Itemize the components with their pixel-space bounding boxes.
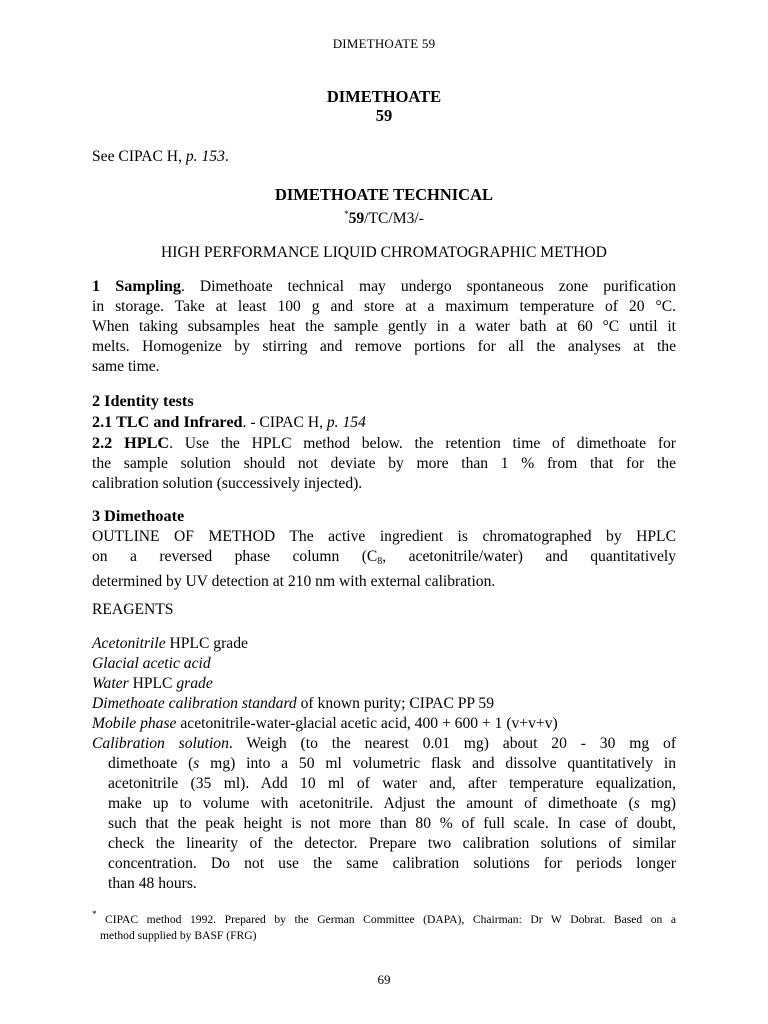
- dimethoate-section: 3 Dimethoate OUTLINE OF METHOD The active ingredient is chromatographed by HPLC on a reversed phase column ($C_8$, acetonitrile/water) and quantitatively determined by UV detection at 210 nm with external calibration.: [92, 507, 676, 590]
- outline-of-method: OUTLINE OF METHOD The active ingredient is chromatographed by HPLC: [92, 528, 676, 545]
- see-reference: See CIPAC H, p. 153.: [92, 148, 229, 165]
- document-title: [0, 87, 768, 125]
- document-title-name: DIMETHOATE: [326, 87, 442, 106]
- sampling-heading: 1 Sampling: [92, 277, 181, 295]
- reagent-water: Water HPLC grade: [92, 675, 213, 692]
- reagent-calibration-solution: Calibration solution. Weigh (to the nearest 0.01 mg) about 20 - 30 mg of dimethoate (s mg) into a 50 ml volumetric flask and dissolve quantitatively in acetonitrile (35 ml). Add 10 ml of water and, after temperature equalization, make up to volume with acetonitrile. Adjust the amount of dimethoate (s mg) such that the peak height is not more than 80 % of full scale. In case of doubt, check the linearity of the detector. Prepare two calibration solutions of similar concentration. Do not use the same calibration solutions for periods longer than 48 hours.: [92, 735, 677, 892]
- see-reference-page: p. 153: [185, 148, 225, 165]
- page-number: 69: [377, 972, 391, 987]
- footnote-marker: *: [92, 909, 97, 919]
- reagent-mobile-phase: Mobile phase acetonitrile-water-glacial acetic acid, 400 + 600 + 1 (v+v+v): [92, 715, 558, 732]
- hplc-heading: 2.2 HPLC: [92, 434, 170, 452]
- technical-title: DIMETHOATE TECHNICAL: [274, 185, 494, 204]
- footnote: * CIPAC method 1992. Prepared by the German Committee (DAPA), Chairman: Dr W Dobrat. Based on a method supplied by BASF (FRG): [92, 909, 676, 942]
- reagents-list: [92, 634, 676, 894]
- running-header: DIMETHOATE 59: [332, 36, 436, 51]
- technical-code-suffix: /TC/M3/-: [364, 210, 424, 227]
- reagent-acetic-acid: Glacial acetic acid: [92, 655, 211, 672]
- sampling-section: 1 Sampling. Dimethoate technical may undergo spontaneous zone purification in storage. Take at least 100 g and store at a maximum temperature of 20 °C. When taking subsamples heat the sample gently in a water bath at 60 °C until it melts. Homogenize by stirring and remove portions for all the analyses at the same time.: [92, 277, 676, 375]
- reagent-standard: Dimethoate calibration standard of known purity; CIPAC PP 59: [92, 695, 495, 712]
- technical-code-number: 59: [348, 210, 365, 227]
- tlc-heading: 2.1 TLC and Infrared: [92, 413, 243, 431]
- method-title: HIGH PERFORMANCE LIQUID CHROMATOGRAPHIC METHOD: [161, 244, 607, 261]
- reagent-acetonitrile: Acetonitrile HPLC grade: [92, 635, 248, 652]
- identity-heading: 2 Identity tests: [92, 392, 194, 410]
- see-reference-text: See CIPAC H,: [92, 148, 186, 165]
- dimethoate-heading: 3 Dimethoate: [92, 507, 185, 525]
- reagents-heading: REAGENTS: [92, 601, 174, 618]
- footnote-marker: *: [344, 209, 349, 219]
- technical-code: [0, 204, 768, 229]
- document-title-number: 59: [375, 106, 393, 125]
- identity-section: 2 Identity tests 2.1 TLC and Infrared. - CIPAC H, p. 154 2.2 HPLC. Use the HPLC method below. the retention time of dimethoate for the sample solution should not deviate by more than 1 % from that for the calibration solution (successively injected).: [92, 392, 677, 492]
